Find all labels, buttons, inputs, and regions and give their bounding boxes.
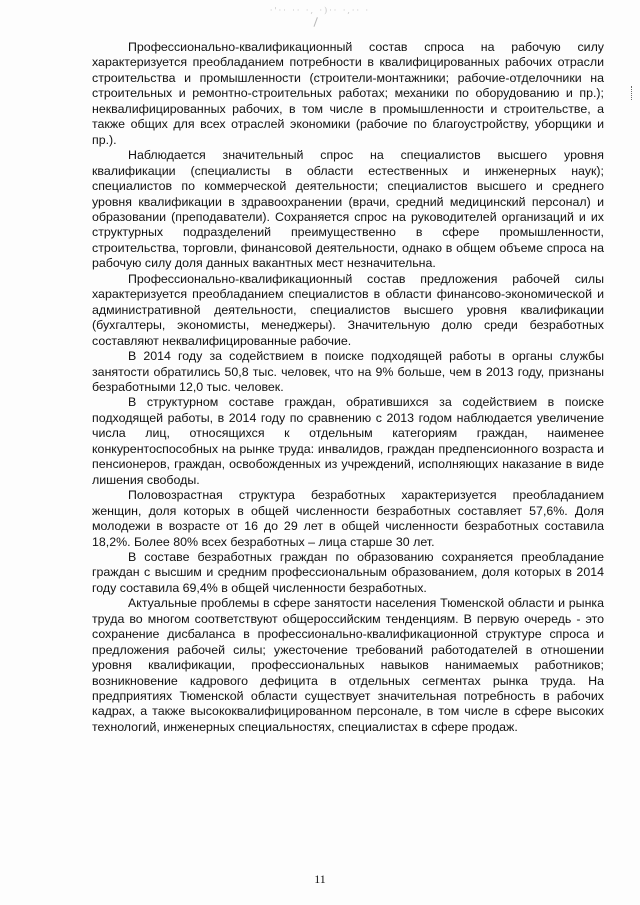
paragraph-current-problems: Актуальные проблемы в сфере занятости населения Тюменской области и рынка труда во многом соответствуют общероссийским тенденциям. В первую очередь - это сохранение дисбаланса в профессионально-квалификационной структуре спроса и предложения рабочей силы; ужесточение требований работодателей в отношении уровня квалификации, профессиональных навыков нанимаемых работников; возникновение кадрового дефицита в отдельных сегментах рынка труда. На предприятиях Тюменской области существует значительная потребность в рабочих кадрах, а также высококвалифицированном персонале, в том числе в сфере высоких технологий, инженерных специальностях, специалистах в сфере продаж. xyxy=(92,596,604,734)
scan-stamp-marks: ·'·· ·· ·, ·)·· ·,·· · xyxy=(269,6,371,15)
paragraph-2014-applicants: В 2014 году за содействием в поиске подходящей работы в органы службы занятости обратились 50,8 тыс. человек, что на 9% больше, чем в 2013 году, признаны безработными 12,0 тыс. человек. xyxy=(92,349,604,394)
paragraph-supply-structure: Профессионально-квалификационный состав предложения рабочей силы характеризуется преобладанием специалистов в области финансово-экономической и административной деятельности, специалистов высшего уровня квалификации (бухгалтеры, экономисты, менеджеры). Значительную долю среди безработных составляют неквалифицированные рабочие. xyxy=(92,271,604,348)
paragraph-demand-specialists: Наблюдается значительный спрос на специалистов высшего уровня квалификации (специалисты в области естественных и инженерных наук); специалистов по коммерческой деятельности; специалистов высшего и среднего уровня квалификации в здравоохранении (врачи, средний медицинский персонал) и образовании (преподаватели). Сохраняется спрос на руководителей организаций и их структурных подразделений преимущественно в сфере промышленности, строительства, торговли, финансовой деятельности, однако в общем объеме спроса на рабочую силу доля данных вакантных мест незначительна. xyxy=(92,148,604,271)
body-text xyxy=(92,40,604,735)
margin-mark xyxy=(631,86,634,100)
paragraph-education: В составе безработных граждан по образованию сохраняется преобладание граждан с высшим и средним профессиональным образованием, доля которых в 2014 году составила 69,4% в общей численности безработных. xyxy=(92,549,604,595)
paragraph-gender-age: Половозрастная структура безработных характеризуется преобладанием женщин, доля которых в общей численности безработных составляет 57,6%. Доля молодежи в возрасте от 16 до 29 лет в общей численности безработных составила 18,2%. Более 80% всех безработных – лица старше 30 лет. xyxy=(92,488,604,549)
paragraph-demand-workers: Профессионально-квалификационный состав спроса на рабочую силу характеризуется преобладанием потребности в квалифицированных рабочих отрасли строительства и промышленности (строители-монтажники; рабочие-отделочники на строительных и ремонтно-строительных работах; механики по оборудованию и пр.); неквалифицированных рабочих, в том числе в промышленности и строительстве, а также общих для всех отраслей экономики (рабочие по благоустройству, уборщики и пр.). xyxy=(92,40,604,147)
page-number: 11 xyxy=(314,872,326,886)
pen-mark xyxy=(314,17,324,29)
paragraph-structural-composition: В структурном составе граждан, обратившихся за содействием в поиске подходящей работы, в 2014 году по сравнению с 2013 годом наблюдается увеличение числа лиц, относящихся к отдельным категориям граждан, наименее конкурентоспособных на рынке труда: инвалидов, граждан предпенсионного возраста и пенсионеров, граждан, освобожденных из учреждений, исполняющих наказание в виде лишения свободы. xyxy=(92,395,604,487)
